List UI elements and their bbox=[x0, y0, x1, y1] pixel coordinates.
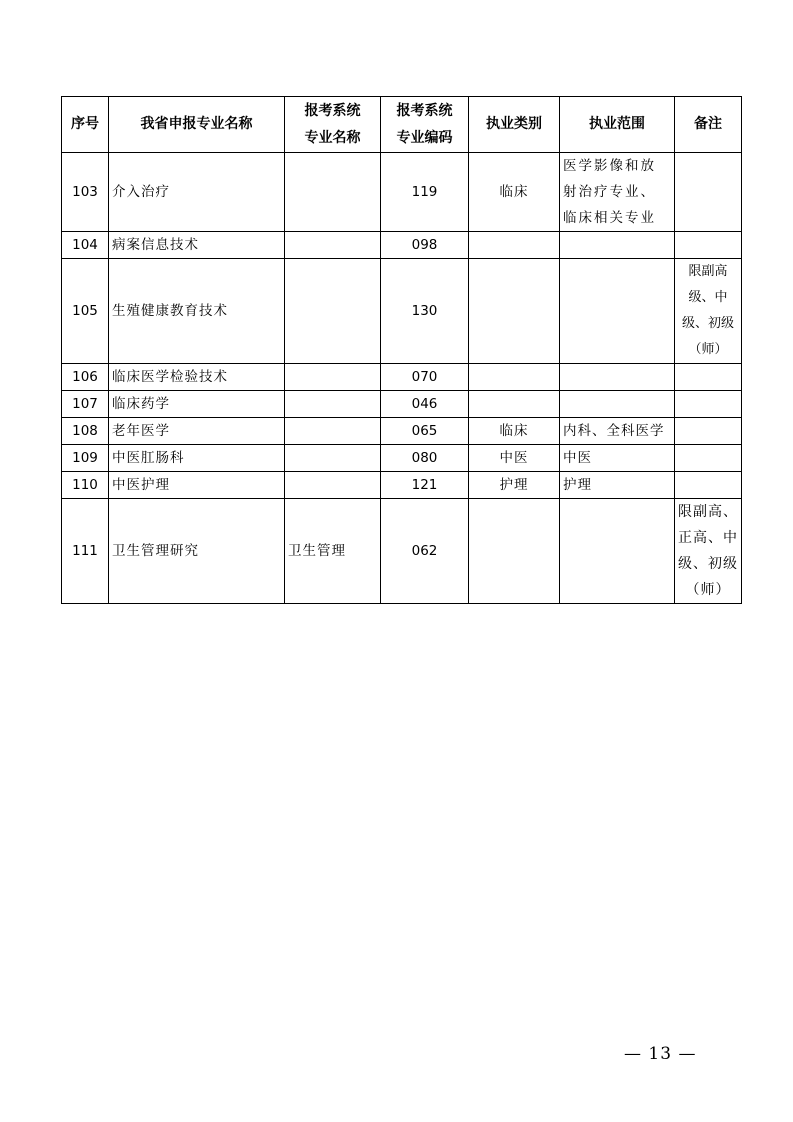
cell-note: 限副高、正高、中级、初级（师） bbox=[675, 499, 742, 604]
cell-sys-name bbox=[285, 445, 381, 472]
cell-category bbox=[469, 391, 560, 418]
cell-category: 护理 bbox=[469, 472, 560, 499]
cell-name: 临床药学 bbox=[109, 391, 285, 418]
cell-seq: 111 bbox=[62, 499, 109, 604]
table-row bbox=[62, 418, 742, 445]
header-name: 我省申报专业名称 bbox=[109, 97, 285, 153]
cell-code: 098 bbox=[381, 232, 469, 259]
cell-note bbox=[675, 232, 742, 259]
cell-name: 病案信息技术 bbox=[109, 232, 285, 259]
table-row bbox=[62, 153, 742, 232]
header-seq: 序号 bbox=[62, 97, 109, 153]
cell-sys-name bbox=[285, 364, 381, 391]
cell-note bbox=[675, 472, 742, 499]
cell-code: 119 bbox=[381, 153, 469, 232]
table-row bbox=[62, 364, 742, 391]
cell-note bbox=[675, 418, 742, 445]
cell-seq: 109 bbox=[62, 445, 109, 472]
cell-code: 070 bbox=[381, 364, 469, 391]
table-row bbox=[62, 499, 742, 604]
cell-scope bbox=[560, 391, 675, 418]
cell-name: 老年医学 bbox=[109, 418, 285, 445]
header-sys-code-line2: 专业编码 bbox=[396, 129, 453, 146]
cell-scope: 内科、全科医学 bbox=[560, 418, 675, 445]
cell-scope bbox=[560, 499, 675, 604]
header-sys-code-line1: 报考系统 bbox=[396, 102, 453, 119]
cell-category: 临床 bbox=[469, 418, 560, 445]
table-row bbox=[62, 259, 742, 364]
cell-code: 130 bbox=[381, 259, 469, 364]
page-number: — 13 — bbox=[624, 1044, 697, 1064]
cell-category bbox=[469, 232, 560, 259]
cell-seq: 103 bbox=[62, 153, 109, 232]
cell-code: 065 bbox=[381, 418, 469, 445]
cell-name: 临床医学检验技术 bbox=[109, 364, 285, 391]
header-note: 备注 bbox=[675, 97, 742, 153]
table-row bbox=[62, 472, 742, 499]
cell-code: 121 bbox=[381, 472, 469, 499]
cell-seq: 107 bbox=[62, 391, 109, 418]
cell-seq: 108 bbox=[62, 418, 109, 445]
cell-note bbox=[675, 391, 742, 418]
cell-name: 介入治疗 bbox=[109, 153, 285, 232]
cell-sys-name bbox=[285, 472, 381, 499]
cell-sys-name bbox=[285, 418, 381, 445]
cell-category: 中医 bbox=[469, 445, 560, 472]
cell-seq: 104 bbox=[62, 232, 109, 259]
cell-name: 中医护理 bbox=[109, 472, 285, 499]
cell-code: 080 bbox=[381, 445, 469, 472]
cell-name: 生殖健康教育技术 bbox=[109, 259, 285, 364]
header-sys-code bbox=[381, 97, 469, 153]
cell-scope bbox=[560, 364, 675, 391]
table-row bbox=[62, 445, 742, 472]
cell-note bbox=[675, 153, 742, 232]
table-row bbox=[62, 232, 742, 259]
cell-scope: 中医 bbox=[560, 445, 675, 472]
specialty-table bbox=[61, 96, 742, 604]
cell-sys-name bbox=[285, 259, 381, 364]
cell-name: 中医肛肠科 bbox=[109, 445, 285, 472]
table-row bbox=[62, 391, 742, 418]
cell-note bbox=[675, 445, 742, 472]
header-row bbox=[62, 97, 742, 153]
cell-code: 062 bbox=[381, 499, 469, 604]
cell-scope: 医学影像和放射治疗专业、临床相关专业 bbox=[560, 153, 675, 232]
cell-category bbox=[469, 259, 560, 364]
cell-sys-name: 卫生管理 bbox=[285, 499, 381, 604]
header-sys-name-line1: 报考系统 bbox=[304, 102, 361, 119]
cell-sys-name bbox=[285, 232, 381, 259]
cell-note bbox=[675, 364, 742, 391]
cell-category bbox=[469, 499, 560, 604]
header-sys-name-line2: 专业名称 bbox=[304, 129, 361, 146]
header-scope: 执业范围 bbox=[560, 97, 675, 153]
cell-seq: 105 bbox=[62, 259, 109, 364]
header-category: 执业类别 bbox=[469, 97, 560, 153]
cell-scope: 护理 bbox=[560, 472, 675, 499]
cell-sys-name bbox=[285, 391, 381, 418]
cell-note: 限副高级、中级、初级（师） bbox=[675, 259, 742, 364]
cell-category bbox=[469, 364, 560, 391]
cell-category: 临床 bbox=[469, 153, 560, 232]
cell-seq: 110 bbox=[62, 472, 109, 499]
cell-name: 卫生管理研究 bbox=[109, 499, 285, 604]
cell-scope bbox=[560, 259, 675, 364]
cell-code: 046 bbox=[381, 391, 469, 418]
cell-sys-name bbox=[285, 153, 381, 232]
cell-seq: 106 bbox=[62, 364, 109, 391]
cell-scope bbox=[560, 232, 675, 259]
header-sys-name bbox=[285, 97, 381, 153]
